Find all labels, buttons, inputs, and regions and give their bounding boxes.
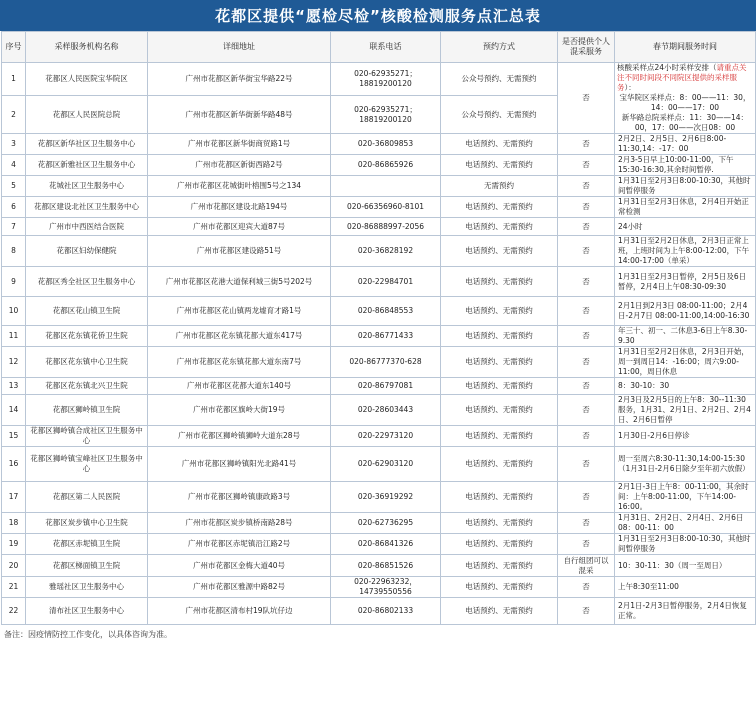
phone-number: 020-86848553 — [331, 297, 441, 326]
row-number: 4 — [2, 155, 26, 176]
booking-method: 电话预约、无需预约 — [441, 426, 558, 447]
phone-number: 020-62935271；18819200120 — [331, 96, 441, 134]
row-number: 9 — [2, 267, 26, 297]
phone-number: 020-28603443 — [331, 395, 441, 426]
table-row — [2, 236, 756, 267]
mixed-sampling: 否 — [558, 534, 615, 555]
institution-name: 花城社区卫生服务中心 — [26, 176, 148, 197]
holiday-time: 1月31日至2月3日暂停，2月5日及6日暂停，2月4日上午08:30-09:30 — [615, 267, 756, 297]
holiday-time: 2月1日到2月3日 08:00-11:00；2月4日-2月7日 08:00-11:00,14:00-16:30 — [615, 297, 756, 326]
institution-name: 花都区狮岭镇合成社区卫生服务中心 — [26, 426, 148, 447]
row-number: 12 — [2, 347, 26, 378]
holiday-time: 8：30-10：30 — [615, 378, 756, 395]
row-number: 16 — [2, 447, 26, 482]
mixed-sampling: 否 — [558, 598, 615, 625]
table-row — [2, 534, 756, 555]
booking-method: 电话预约、无需预约 — [441, 134, 558, 155]
mixed-sampling: 否 — [558, 326, 615, 347]
institution-name: 花都区新雅社区卫生服务中心 — [26, 155, 148, 176]
address: 广州市花都区炭步镇桥南路28号 — [148, 513, 331, 534]
phone-number: 020-62935271；18819200120 — [331, 63, 441, 96]
holiday-time: 1月31日至2月2日休息，2月3日开始，周一到周日14：-16:00；周六9:00-11:00，周日休息 — [615, 347, 756, 378]
address: 广州市花都区花东镇花都大道东南7号 — [148, 347, 331, 378]
phone-number: 020-86797081 — [331, 378, 441, 395]
phone-number: 020-22963232，14739550556 — [331, 577, 441, 598]
booking-method: 电话预约、无需预约 — [441, 555, 558, 577]
holiday-time: 1月31日至2月3日8:00-10:30，其他时间暂停服务 — [615, 176, 756, 197]
mixed-sampling: 否 — [558, 134, 615, 155]
mixed-sampling: 否 — [558, 63, 615, 134]
mixed-sampling: 否 — [558, 426, 615, 447]
holiday-time: 1月31日、2月2日、2月4日、2月6日08：00-11：00 — [615, 513, 756, 534]
table-row — [2, 155, 756, 176]
institution-name: 广州市中西医结合医院 — [26, 218, 148, 236]
booking-method: 电话预约、无需预约 — [441, 598, 558, 625]
table-row — [2, 513, 756, 534]
table-row — [2, 267, 756, 297]
header-booking: 预约方式 — [441, 32, 558, 63]
row-number: 13 — [2, 378, 26, 395]
table-row — [2, 347, 756, 378]
phone-number: 020-36919292 — [331, 482, 441, 513]
header-no: 序号 — [2, 32, 26, 63]
booking-method: 公众号预约、无需预约 — [441, 63, 558, 96]
booking-method: 公众号预约、无需预约 — [441, 96, 558, 134]
mixed-sampling: 否 — [558, 155, 615, 176]
holiday-time: 2月2日、2月5日、2月6日8:00-11:30,14：-17：00 — [615, 134, 756, 155]
row-number: 3 — [2, 134, 26, 155]
address: 广州市花都区迎宾大道87号 — [148, 218, 331, 236]
booking-method: 电话预约、无需预约 — [441, 267, 558, 297]
institution-name: 花都区狮岭镇卫生院 — [26, 395, 148, 426]
address: 广州市花都区新华街商贸路1号 — [148, 134, 331, 155]
header-name: 采样服务机构名称 — [26, 32, 148, 63]
holiday-time: 上午8:30至11:00 — [615, 577, 756, 598]
institution-name: 花都区狮岭镇宝峰社区卫生服务中心 — [26, 447, 148, 482]
address: 广州市花都区金梅大道40号 — [148, 555, 331, 577]
table-row — [2, 63, 756, 96]
table-row — [2, 297, 756, 326]
row-number: 11 — [2, 326, 26, 347]
mixed-sampling: 否 — [558, 236, 615, 267]
institution-name: 花都区花东镇花侨卫生院 — [26, 326, 148, 347]
row-number: 21 — [2, 577, 26, 598]
holiday-time: 1月31日至2月3日8:00-10:30，其他时间暂停服务 — [615, 534, 756, 555]
address: 广州市花都区旗岭大街19号 — [148, 395, 331, 426]
service-points-table — [1, 31, 756, 625]
address: 广州市花都区雅源中路82号 — [148, 577, 331, 598]
table-row — [2, 176, 756, 197]
booking-method: 电话预约、无需预约 — [441, 482, 558, 513]
row-number: 6 — [2, 197, 26, 218]
address: 广州市花都区新华街宝华路22号 — [148, 63, 331, 96]
phone-number: 020-86771433 — [331, 326, 441, 347]
address: 广州市花都区狮岭镇康政路3号 — [148, 482, 331, 513]
mixed-sampling: 否 — [558, 513, 615, 534]
row-number: 14 — [2, 395, 26, 426]
row-number: 17 — [2, 482, 26, 513]
holiday-time: 1月31日至2月2日休息，2月3日正常上班，上班时间为上午8:00-12:00，下午14:00-17:00（单采） — [615, 236, 756, 267]
institution-name: 花都区建设北社区卫生服务中心 — [26, 197, 148, 218]
phone-number: 020-86777370-628 — [331, 347, 441, 378]
schedule-text: 新华路总院采样点：11：30——14：00，17：00——次日08：00 — [621, 113, 749, 132]
institution-name: 花都区花东镇中心卫生院 — [26, 347, 148, 378]
holiday-time — [615, 63, 756, 134]
booking-method: 电话预约、无需预约 — [441, 447, 558, 482]
mixed-sampling: 否 — [558, 347, 615, 378]
holiday-time: 2月3日及2月5日的上午8：30--11:30服务，1月31、2月1日、2月2日、2月4日、2月6日暂停 — [615, 395, 756, 426]
header-mixed-sampling: 是否提供个人混采服务 — [558, 32, 615, 63]
holiday-time: 10：30-11：30（周一至周日） — [615, 555, 756, 577]
row-number: 22 — [2, 598, 26, 625]
row-number: 20 — [2, 555, 26, 577]
mixed-sampling: 否 — [558, 378, 615, 395]
mixed-sampling: 否 — [558, 482, 615, 513]
booking-method: 电话预约、无需预约 — [441, 534, 558, 555]
mixed-sampling: 否 — [558, 197, 615, 218]
holiday-time: 1月30日-2月6日停诊 — [615, 426, 756, 447]
phone-number: 020-36828192 — [331, 236, 441, 267]
booking-method: 电话预约、无需预约 — [441, 197, 558, 218]
address: 广州市花都区花港大道保利城三街5号202号 — [148, 267, 331, 297]
mixed-sampling: 否 — [558, 395, 615, 426]
row-number: 18 — [2, 513, 26, 534]
booking-method: 电话预约、无需预约 — [441, 577, 558, 598]
institution-name: 花都区新华社区卫生服务中心 — [26, 134, 148, 155]
mixed-sampling: 否 — [558, 297, 615, 326]
phone-number: 020-86865926 — [331, 155, 441, 176]
table-row — [2, 395, 756, 426]
phone-number: 020-66356960-8101 — [331, 197, 441, 218]
row-number: 2 — [2, 96, 26, 134]
phone-number — [331, 176, 441, 197]
address: 广州市花都区新街西路2号 — [148, 155, 331, 176]
mixed-sampling: 否 — [558, 176, 615, 197]
row-number: 7 — [2, 218, 26, 236]
booking-method: 电话预约、无需预约 — [441, 155, 558, 176]
address: 广州市花都区狮岭镇阳光北路41号 — [148, 447, 331, 482]
institution-name: 花都区人民医院宝华院区 — [26, 63, 148, 96]
address: 广州市花都区花城街叶榕围5号之134 — [148, 176, 331, 197]
address: 广州市花都区建设路51号 — [148, 236, 331, 267]
holiday-time: 周一至周六8:30-11:30,14:00-15:30（1月31日-2月6日除夕至年初六放假） — [615, 447, 756, 482]
institution-name: 花都区人民医院总院 — [26, 96, 148, 134]
schedule-text: ）： — [624, 83, 636, 92]
address: 广州市花都区建设北路194号 — [148, 197, 331, 218]
phone-number: 020-86841326 — [331, 534, 441, 555]
booking-method: 电话预约、无需预约 — [441, 218, 558, 236]
phone-number: 020-22984701 — [331, 267, 441, 297]
table-row — [2, 447, 756, 482]
institution-name: 花都区赤坭镇卫生院 — [26, 534, 148, 555]
row-number: 1 — [2, 63, 26, 96]
holiday-time: 2月1日-2月3日暂停服务，2月4日恢复正常。 — [615, 598, 756, 625]
institution-name: 花都区第二人民医院 — [26, 482, 148, 513]
phone-number: 020-86802133 — [331, 598, 441, 625]
row-number: 10 — [2, 297, 26, 326]
mixed-sampling: 否 — [558, 577, 615, 598]
institution-name: 清布社区卫生服务中心 — [26, 598, 148, 625]
mixed-sampling: 自行组团可以混采 — [558, 555, 615, 577]
institution-name: 花都区梯面镇卫生院 — [26, 555, 148, 577]
mixed-sampling: 否 — [558, 218, 615, 236]
address: 广州市花都区狮岭镇狮岭大道东28号 — [148, 426, 331, 447]
table-row — [2, 482, 756, 513]
row-number: 15 — [2, 426, 26, 447]
phone-number: 020-36809853 — [331, 134, 441, 155]
mixed-sampling: 否 — [558, 447, 615, 482]
booking-method: 电话预约、无需预约 — [441, 236, 558, 267]
booking-method: 电话预约、无需预约 — [441, 297, 558, 326]
booking-method: 电话预约、无需预约 — [441, 513, 558, 534]
holiday-time: 年三十、初一、二休息3-6日上午8.30-9.30 — [615, 326, 756, 347]
table-row — [2, 598, 756, 625]
schedule-text: 核酸采样点24小时采样安排（ — [617, 63, 717, 72]
header-address: 详细地址 — [148, 32, 331, 63]
institution-name: 花都区妇幼保健院 — [26, 236, 148, 267]
institution-name: 雅瑶社区卫生服务中心 — [26, 577, 148, 598]
header-row — [2, 32, 756, 63]
row-number: 19 — [2, 534, 26, 555]
holiday-time: 2月3-5日早上10:00-11:00，下午15:30-16:30,其余时间暂停. — [615, 155, 756, 176]
header-holiday-time: 春节期间服务时间 — [615, 32, 756, 63]
phone-number: 020-62903120 — [331, 447, 441, 482]
booking-method: 无需预约 — [441, 176, 558, 197]
mixed-sampling: 否 — [558, 267, 615, 297]
table-row — [2, 134, 756, 155]
table-row — [2, 326, 756, 347]
address: 广州市花都区花东镇花都大道东417号 — [148, 326, 331, 347]
holiday-time: 1月31日至2月3日休息，2月4日开始正常检测 — [615, 197, 756, 218]
phone-number: 020-86888997-2056 — [331, 218, 441, 236]
table-title: 花都区提供“愿检尽检”核酸检测服务点汇总表 — [0, 0, 756, 31]
address: 广州市花都区赤坭镇沿江路2号 — [148, 534, 331, 555]
footnote: 备注：因疫情防控工作变化，以具体咨询为准。 — [4, 630, 172, 639]
table-row — [2, 426, 756, 447]
holiday-time: 24小时 — [615, 218, 756, 236]
header-phone: 联系电话 — [331, 32, 441, 63]
address: 广州市花都区清布村19队坑仔边 — [148, 598, 331, 625]
phone-number: 020-86851526 — [331, 555, 441, 577]
booking-method: 电话预约、无需预约 — [441, 395, 558, 426]
institution-name: 花都区秀全社区卫生服务中心 — [26, 267, 148, 297]
holiday-time: 2月1日-3日上午8：00-11:00，其余时间：上午8:00-11:00，下午14:00-16:00。 — [615, 482, 756, 513]
institution-name: 花都区花山镇卫生院 — [26, 297, 148, 326]
address: 广州市花都区花都大道东140号 — [148, 378, 331, 395]
booking-method: 电话预约、无需预约 — [441, 378, 558, 395]
table-row — [2, 218, 756, 236]
institution-name: 花都区花东镇北兴卫生院 — [26, 378, 148, 395]
row-number: 5 — [2, 176, 26, 197]
institution-name: 花都区炭步镇中心卫生院 — [26, 513, 148, 534]
schedule-text: 宝华院区采样点：8：00——11：30，14：00——17：00 — [619, 93, 751, 112]
row-number: 8 — [2, 236, 26, 267]
booking-method: 电话预约、无需预约 — [441, 347, 558, 378]
table-row — [2, 555, 756, 577]
table-row — [2, 197, 756, 218]
highlight-note: 请重点关注不同时间段不同院区提供的采样服务 — [617, 63, 747, 92]
booking-method: 电话预约、无需预约 — [441, 326, 558, 347]
table-row — [2, 378, 756, 395]
table-row — [2, 577, 756, 598]
address: 广州市花都区新华街新华路48号 — [148, 96, 331, 134]
phone-number: 020-62736295 — [331, 513, 441, 534]
address: 广州市花都区花山镇两龙墟育才路1号 — [148, 297, 331, 326]
phone-number: 020-22973120 — [331, 426, 441, 447]
